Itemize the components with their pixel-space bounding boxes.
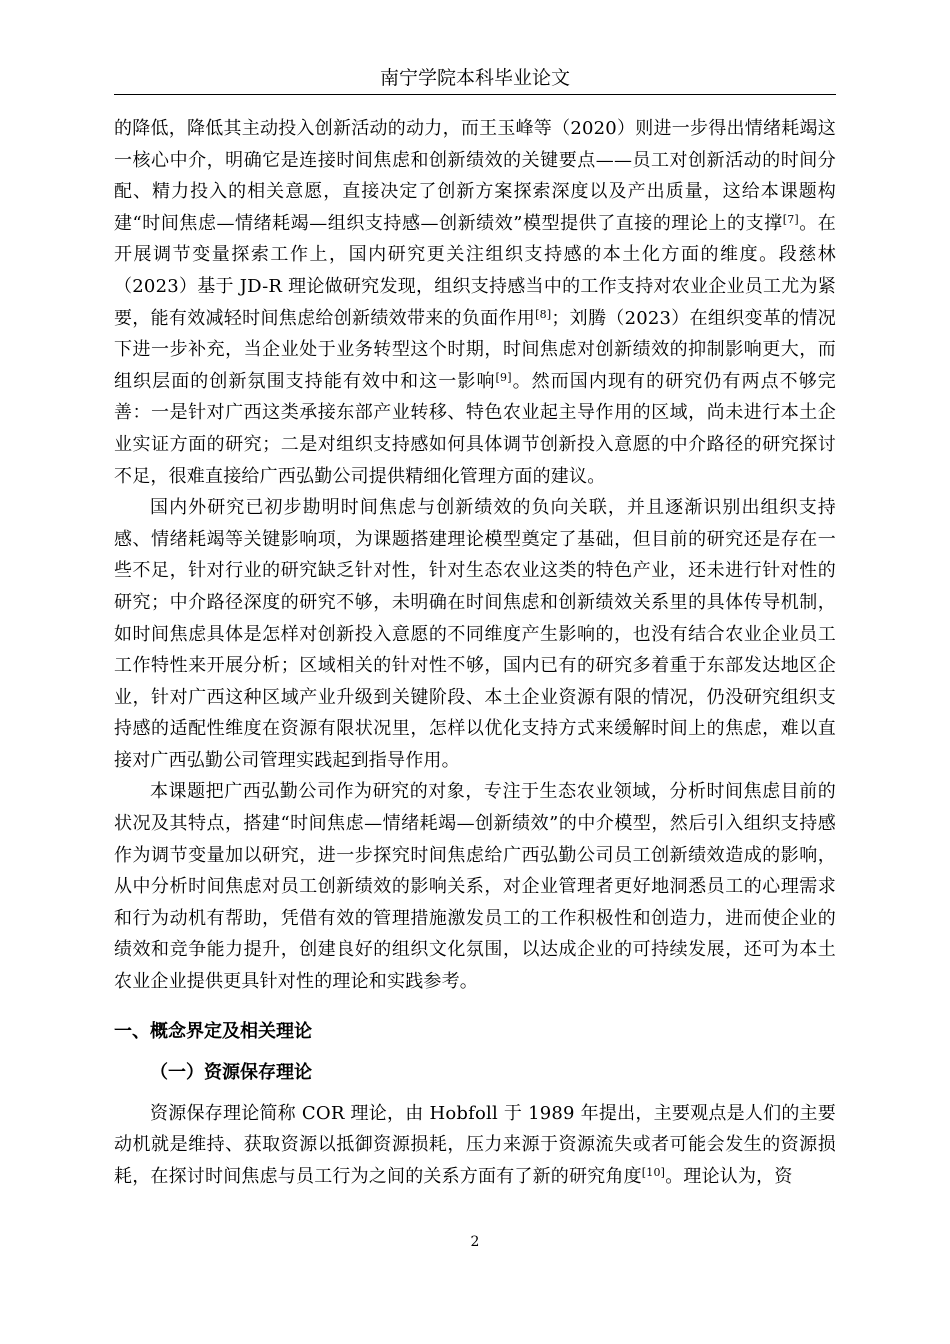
citation-ref: [10] [641, 1165, 666, 1179]
paragraph-text: ；刘腾（2023）在组织变革的情况下进一步补充，当企业处于业务转型这个时期，时间焦虑对创新绩效的抑制影响更大，而组织层面的创新氛围支持能有效中和这一影响 [114, 307, 836, 392]
page-body [114, 113, 836, 1192]
body-paragraph [114, 776, 836, 997]
section-heading: 一、概念界定及相关理论 [114, 1020, 312, 1042]
citation-ref: [8] [535, 307, 552, 321]
header-rule [114, 94, 836, 95]
citation-ref: [7] [782, 212, 799, 226]
running-header: 南宁学院本科毕业论文 [379, 67, 570, 89]
paragraph-text: 。然而国内现有的研究仍有两点不够完善：一是针对广西这类承接东部产业转移、特色农业起主导作用的区域，尚未进行本土企业实证方面的研究；二是对组织支持感如何具体调节创新投入意愿的中介路径的研究探讨不足，很难直接给广西弘勤公司提供精细化管理方面的建议。 [114, 370, 836, 487]
page-number: 2 [470, 1234, 480, 1250]
paragraph-text: 。理论认为，资 [665, 1165, 793, 1187]
body-paragraph [114, 1098, 836, 1193]
paragraph-text: 国内外研究已初步勘明时间焦虑与创新绩效的负向关联，并且逐渐识别出组织支持感、情绪耗竭等关键影响项，为课题搭建理论模型奠定了基础，但目前的研究还是存在一些不足，针对行业的研究缺乏针对性，针对生态农业这类的特色产业，还未进行针对性的研究；中介路径深度的研究不够，未明确在时间焦虑和创新绩效关系里的具体传导机制，如时间焦虑具体是怎样对创新投入意愿的不同维度产生影响的，也没有结合农业企业员工工作特性来开展分析；区域相关的针对性不够，国内已有的研究多着重于东部发达地区企业，针对广西这种区域产业升级到关键阶段、本土企业资源有限的情况，仍没研究组织支持感的适配性维度在资源有限状况里，怎样以优化支持方式来缓解时间上的焦虑，难以直接对广西弘勤公司管理实践起到指导作用。 [114, 497, 836, 771]
body-paragraph [114, 492, 836, 776]
body-paragraph [114, 113, 836, 492]
paragraph-text: 。在开展调节变量探索工作上，国内研究更关注组织支持感的本土化方面的维度。段慈林（2023）基于 JD-R 理论做研究发现，组织支持感当中的工作支持对农业企业员工尤为紧要，能有效减轻时间焦虑给创新绩效带来的负面作用 [114, 212, 836, 329]
paragraph-text: 本课题把广西弘勤公司作为研究的对象，专注于生态农业领域，分析时间焦虑目前的状况及其特点，搭建“时间焦虑—情绪耗竭—创新绩效”的中介模型，然后引入组织支持感作为调节变量加以研究，进一步探究时间焦虑给广西弘勤公司员工创新绩效造成的影响，从中分析时间焦虑对员工创新绩效的影响关系，对企业管理者更好地洞悉员工的心理需求和行为动机有帮助，凭借有效的管理措施激发员工的工作积极性和创造力，进而使企业的绩效和竞争能力提升，创建良好的组织文化氛围，以达成企业的可持续发展，还可为本土农业企业提供更具针对性的理论和实践参考。 [114, 781, 836, 993]
citation-ref: [9] [495, 370, 512, 384]
subsection-heading: （一）资源保存理论 [150, 1061, 312, 1083]
paragraph-text: 资源保存理论简称 COR 理论，由 Hobfoll 于 1989 年提出，主要观点是人们的主要动机就是维持、获取资源以抵御资源损耗，压力来源于资源流失或者可能会发生的资源损耗，在探讨时间焦虑与员工行为之间的关系方面有了新的研究角度 [114, 1102, 836, 1187]
paragraph-text: 的降低，降低其主动投入创新活动的动力，而王玉峰等（2020）则进一步得出情绪耗竭这一核心中介，明确它是连接时间焦虑和创新绩效的关键要点——员工对创新活动的时间分配、精力投入的相关意愿，直接决定了创新方案探索深度以及产出质量，这给本课题构建“时间焦虑—情绪耗竭—组织支持感—创新绩效”模型提供了直接的理论上的支撑 [114, 118, 836, 234]
